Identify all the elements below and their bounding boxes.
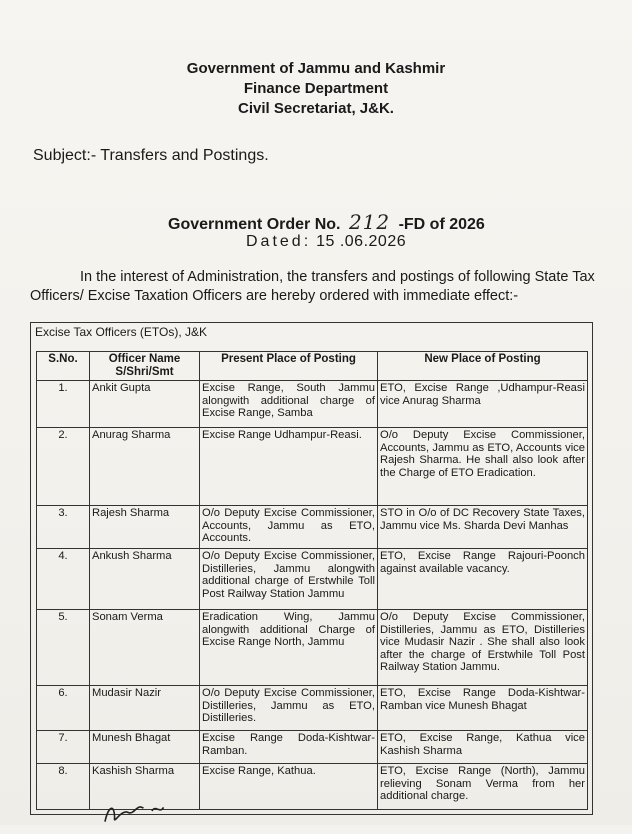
header-government: Government of Jammu and Kashmir bbox=[186, 60, 446, 77]
table-row bbox=[37, 610, 588, 686]
cell-present-posting: O/o Deputy Excise Commissioner, Accounts, Jammu as ETO, Accounts. bbox=[200, 506, 378, 549]
cell-present-posting: Eradication Wing, Jammu alongwith additional Charge of Excise Range North, Jammu bbox=[200, 610, 378, 686]
cell-new-posting: ETO, Excise Range (North), Jammu relieving Sonam Verma from her additional charge. bbox=[378, 764, 588, 810]
table-row bbox=[37, 549, 588, 610]
cell-sno: 7. bbox=[37, 731, 90, 764]
order-date-line bbox=[246, 233, 406, 251]
order-number-line bbox=[168, 210, 485, 234]
order-suffix: -FD of 2026 bbox=[398, 216, 485, 233]
cell-new-posting: ETO, Excise Range Doda-Kishtwar-Ramban vice Munesh Bhagat bbox=[378, 686, 588, 731]
table-row bbox=[37, 381, 588, 428]
header-department: Finance Department bbox=[243, 80, 389, 97]
cell-new-posting: ETO, Excise Range, Kathua vice Kashish Sharma bbox=[378, 731, 588, 764]
header-sno: S.No. bbox=[37, 352, 90, 381]
table-title: Excise Tax Officers (ETOs), J&K bbox=[35, 325, 208, 339]
cell-present-posting: Excise Range Udhampur-Reasi. bbox=[200, 428, 378, 506]
table-header-row bbox=[37, 352, 588, 381]
header-officer-name-line1: Officer Name bbox=[108, 353, 181, 365]
order-prefix: Government Order No. bbox=[168, 216, 341, 233]
cell-new-posting: ETO, Excise Range ,Udhampur-Reasi vice Anurag Sharma bbox=[378, 381, 588, 428]
subject-line: Subject:- Transfers and Postings. bbox=[33, 147, 269, 164]
cell-present-posting: O/o Deputy Excise Commissioner, Distilleries, Jammu alongwith additional charge of Erstwhile Toll Post Railway Station Jammu bbox=[200, 549, 378, 610]
cell-officer-name: Rajesh Sharma bbox=[90, 506, 200, 549]
cell-new-posting: O/o Deputy Excise Commissioner, Accounts, Jammu as ETO, Accounts vice Rajesh Sharma. He shall also look after the Charge of ETO Eradication. bbox=[378, 428, 588, 506]
cell-sno: 6. bbox=[37, 686, 90, 731]
cell-sno: 2. bbox=[37, 428, 90, 506]
order-number: 212 bbox=[348, 210, 391, 234]
transfers-table bbox=[36, 351, 588, 810]
cell-sno: 8. bbox=[37, 764, 90, 810]
table-row bbox=[37, 506, 588, 549]
cell-new-posting: ETO, Excise Range Rajouri-Poonch against available vacancy. bbox=[378, 549, 588, 610]
cell-present-posting: Excise Range, South Jammu alongwith additional charge of Excise Range, Samba bbox=[200, 381, 378, 428]
cell-sno: 3. bbox=[37, 506, 90, 549]
cell-officer-name: Mudasir Nazir bbox=[90, 686, 200, 731]
cell-officer-name: Sonam Verma bbox=[90, 610, 200, 686]
table-row bbox=[37, 686, 588, 731]
intro-paragraph bbox=[30, 268, 600, 306]
cell-officer-name: Anurag Sharma bbox=[90, 428, 200, 506]
cell-officer-name: Munesh Bhagat bbox=[90, 731, 200, 764]
header-secretariat: Civil Secretariat, J&K. bbox=[238, 100, 394, 117]
intro-line-2: Officers/ Excise Taxation Officers are hereby ordered with immediate effect:- bbox=[30, 288, 519, 304]
cell-new-posting: STO in O/o of DC Recovery State Taxes, Jammu vice Ms. Sharda Devi Manhas bbox=[378, 506, 588, 549]
cell-officer-name: Kashish Sharma bbox=[90, 764, 200, 810]
cell-present-posting: O/o Deputy Excise Commissioner, Distilleries, Jammu as ETO, Distilleries. bbox=[200, 686, 378, 731]
cell-present-posting: Excise Range, Kathua. bbox=[200, 764, 378, 810]
cell-present-posting: Excise Range Doda-Kishtwar-Ramban. bbox=[200, 731, 378, 764]
header-officer-name bbox=[90, 352, 200, 381]
cell-new-posting: O/o Deputy Excise Commissioner, Distilleries, Jammu as ETO, Distilleries vice Mudasir Nazir . She shall also look after the charge of Erstwhile Toll Post Railway Station Jammu. bbox=[378, 610, 588, 686]
table-row bbox=[37, 731, 588, 764]
table-row bbox=[37, 428, 588, 506]
cell-sno: 5. bbox=[37, 610, 90, 686]
dated-label: Dated: bbox=[246, 233, 312, 250]
cell-sno: 4. bbox=[37, 549, 90, 610]
header-present-posting: Present Place of Posting bbox=[200, 352, 378, 381]
intro-line-1: In the interest of Administration, the transfers and postings of following State Tax bbox=[80, 269, 595, 285]
header-officer-name-line2: S/Shri/Smt bbox=[115, 365, 174, 378]
header-new-posting: New Place of Posting bbox=[378, 352, 588, 381]
dated-value: 15 .06.2026 bbox=[316, 233, 407, 250]
cell-officer-name: Ankit Gupta bbox=[90, 381, 200, 428]
cell-officer-name: Ankush Sharma bbox=[90, 549, 200, 610]
cell-sno: 1. bbox=[37, 381, 90, 428]
